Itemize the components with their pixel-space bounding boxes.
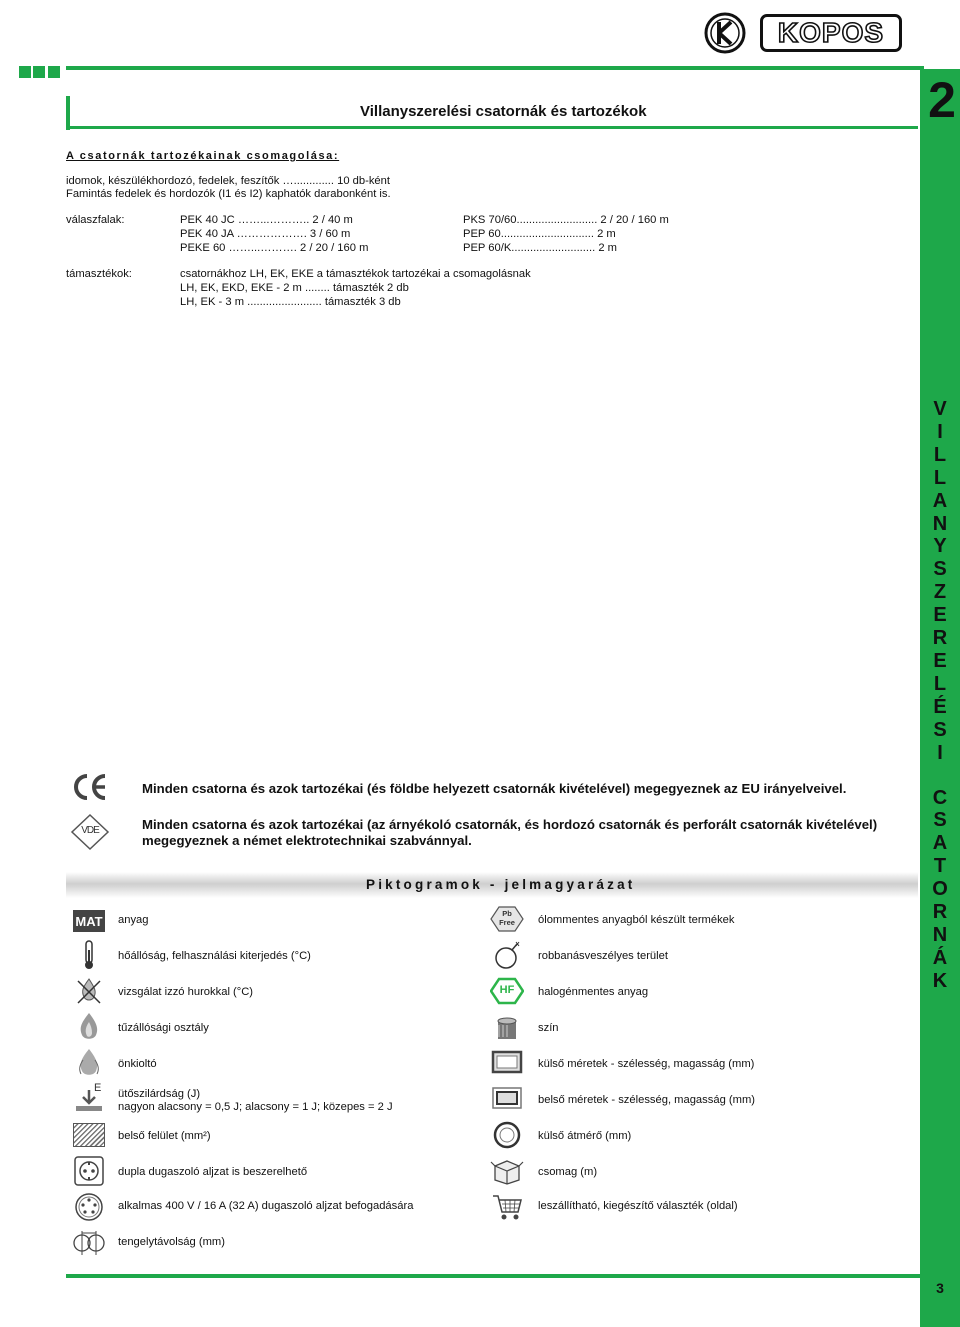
vde-letters: VDE xyxy=(81,825,99,836)
sidebar-letter: É xyxy=(933,695,947,718)
legend-label: önkioltó xyxy=(118,1058,157,1070)
pictogram-title: Piktogramok - jelmagyarázat xyxy=(366,877,636,892)
legend-label: tűzállósági osztály xyxy=(118,1022,209,1034)
legend-label: szín xyxy=(538,1022,559,1034)
header-green-line xyxy=(66,66,924,70)
legend-label: robbanásveszélyes terület xyxy=(538,950,668,962)
sidebar-letter: C xyxy=(932,786,948,809)
legend-label: belső felület (mm²) xyxy=(118,1130,211,1142)
sidebar-letter: I xyxy=(937,420,943,443)
sidebar-letter: T xyxy=(933,855,947,878)
partitions-right-item: PEP 60.............................. 2 m xyxy=(463,228,616,240)
inner-dimensions-icon xyxy=(490,1084,524,1114)
self-extinguishing-icon xyxy=(72,1048,106,1078)
ce-mark-icon xyxy=(70,770,110,804)
ce-compliance-text: Minden csatorna és azok tartozékai (és földbe helyezett csatornák kivételével) megegyeznek az EU irányelveivel. xyxy=(142,781,847,796)
hf-text: HF xyxy=(499,984,515,996)
sidebar-letter: L xyxy=(933,443,947,466)
kopos-logo-circle-icon xyxy=(704,12,746,54)
impact-icon-letter: E xyxy=(94,1082,102,1094)
vde-mark-icon xyxy=(70,813,110,851)
outer-dimensions-icon xyxy=(490,1048,524,1078)
supports-label: támasztékok: xyxy=(66,268,132,280)
vde-compliance-text: Minden csatorna és azok tartozékai (az árnyékoló csatornák, és hordozó csatornák és perforált csatornák kivételével) megegyeznek a német elektrotechnikai szabvánnyal. xyxy=(142,817,878,848)
glow-wire-icon xyxy=(72,976,106,1006)
sidebar-letter: R xyxy=(932,901,948,924)
legend-label: leszállítható, kiegészítő választék (oldal) xyxy=(538,1200,738,1212)
title-left-bar xyxy=(66,96,70,130)
sidebar-letter: I xyxy=(937,741,943,764)
sidebar-letter: A xyxy=(932,832,948,855)
sidebar-vertical-title xyxy=(920,398,960,993)
legend-label: ütőszilárdság (J) xyxy=(118,1088,201,1100)
sidebar-letter: N xyxy=(932,923,948,946)
axis-distance-icon xyxy=(72,1228,106,1258)
explosive-area-icon xyxy=(490,940,524,970)
pb-free-text: Pb Free xyxy=(499,909,515,927)
mat-icon-text: MAT xyxy=(73,910,105,932)
sidebar-letter: L xyxy=(933,466,947,489)
partitions-right-item: PKS 70/60.......................... 2 / 20 / 160 m xyxy=(463,214,669,226)
sidebar-letter: Z xyxy=(933,581,947,604)
sidebar-letter: S xyxy=(933,718,947,741)
legend-label-detail: nagyon alacsony = 0,5 J; alacsony = 1 J; közepes = 2 J xyxy=(118,1101,393,1113)
legend-label: külső méretek - szélesség, magasság (mm) xyxy=(538,1058,755,1070)
partitions-left-item: PEK 40 JA ………………. 3 / 60 m xyxy=(180,228,351,240)
page-title: Villanyszerelési csatornák és tartozékok xyxy=(360,103,647,120)
sidebar-letter: S xyxy=(933,809,947,832)
page-number: 3 xyxy=(936,1280,944,1296)
legend-label: ólommentes anyagból készült termékek xyxy=(538,914,735,926)
halogen-free-icon xyxy=(490,976,524,1006)
legend-label: dupla dugaszoló aljzat is beszerelhető xyxy=(118,1166,308,1178)
sidebar-letter: S xyxy=(933,558,947,581)
header-square-2 xyxy=(33,66,45,78)
partitions-left-item: PEKE 60 ……...………. 2 / 20 / 160 m xyxy=(180,242,369,254)
thermometer-icon xyxy=(72,940,106,970)
sidebar-letter: E xyxy=(933,604,947,627)
supports-line: csatornákhoz LH, EK, EKE a támasztékok tartozékai a csomagolásnak xyxy=(180,268,531,280)
double-socket-icon xyxy=(72,1156,106,1186)
sidebar-letter: V xyxy=(933,398,947,420)
chapter-number: 2 xyxy=(928,72,956,128)
legend-label: tengelytávolság (mm) xyxy=(118,1236,225,1248)
cart-icon xyxy=(490,1192,524,1222)
sidebar-letter: L xyxy=(933,672,947,695)
sidebar-letter: O xyxy=(932,878,948,901)
inner-surface-icon xyxy=(72,1120,106,1150)
header-square-1 xyxy=(19,66,31,78)
impact-strength-icon xyxy=(72,1084,106,1114)
pb-free-icon xyxy=(490,904,524,934)
color-icon xyxy=(490,1012,524,1042)
mat-icon xyxy=(72,906,106,936)
sidebar-letter: K xyxy=(932,969,948,992)
sidebar-letter: E xyxy=(933,649,947,672)
legend-label: külső átmérő (mm) xyxy=(538,1130,632,1142)
partitions-right-item: PEP 60/K........................... 2 m xyxy=(463,242,617,254)
supports-line: LH, EK, EKD, EKE - 2 m ........ támaszték 2 db xyxy=(180,282,409,294)
sidebar-letter: R xyxy=(932,627,948,650)
legend-label: anyag xyxy=(118,914,149,926)
industrial-socket-icon xyxy=(72,1192,106,1222)
package-icon xyxy=(490,1156,524,1186)
legend-label: csomag (m) xyxy=(538,1166,598,1178)
legend-label: belső méretek - szélesség, magasság (mm) xyxy=(538,1094,755,1106)
legend-label: hőállóság, felhasználási kiterjedés (°C) xyxy=(118,950,311,962)
kopos-logo-wordmark xyxy=(760,14,902,52)
legend-label: alkalmas 400 V / 16 A (32 A) dugaszoló aljzat befogadására xyxy=(118,1200,414,1212)
partitions-label: válaszfalak: xyxy=(66,214,125,226)
flame-class-icon xyxy=(72,1012,106,1042)
sidebar-letter: Y xyxy=(933,535,947,558)
brand-name: KOPOS xyxy=(777,17,885,48)
sidebar-letter: Á xyxy=(932,946,948,969)
legend-label: vizsgálat izzó hurokkal (°C) xyxy=(118,986,254,998)
packaging-line-1: idomok, készülékhordozó, fedelek, feszítők …............. 10 db-ként xyxy=(66,175,390,187)
packaging-title: A csatornák tartozékainak csomagolása: xyxy=(66,150,340,162)
sidebar-letter: N xyxy=(932,512,948,535)
outer-diameter-icon xyxy=(490,1120,524,1150)
title-underline xyxy=(66,126,918,129)
footer-green-line xyxy=(66,1274,920,1278)
sidebar-letter: A xyxy=(932,489,948,512)
supports-line: LH, EK - 3 m ........................ támaszték 3 db xyxy=(180,296,401,308)
packaging-line-2: Famintás fedelek és hordozók (I1 és I2) kaphatók darabonként is. xyxy=(66,188,391,200)
legend-label: halogénmentes anyag xyxy=(538,986,649,998)
header-square-3 xyxy=(48,66,60,78)
partitions-left-item: PEK 40 JC ……...……….. 2 / 40 m xyxy=(180,214,353,226)
